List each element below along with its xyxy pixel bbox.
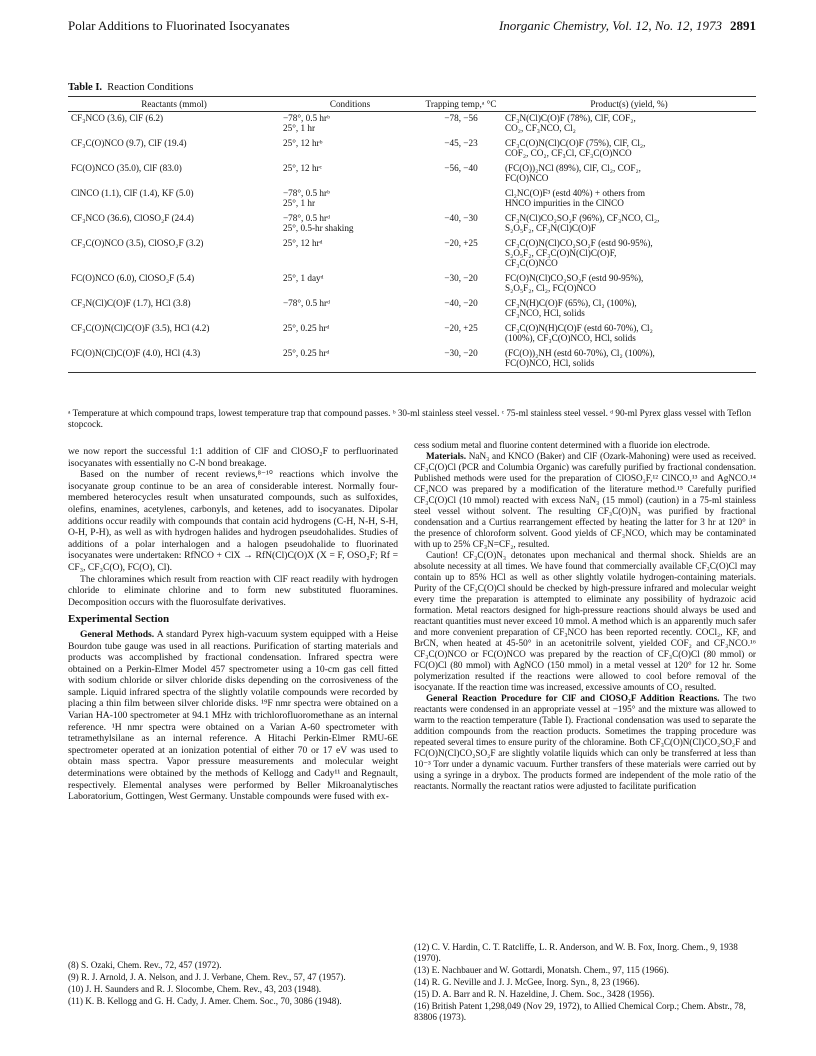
- reference-item: (14) R. G. Neville and J. J. McGee, Inorg. Syn., 8, 23 (1966).: [414, 977, 640, 987]
- run-in-heading: General Reaction Procedure for ClF and ClOSO₂F Addition Reactions.: [426, 693, 720, 703]
- col-header-reactants: Reactants (mmol): [68, 97, 280, 112]
- journal-name: Inorganic Chemistry, Vol. 12, No. 12, 1973: [498, 18, 722, 33]
- cell-reactants: FC(O)NCO (6.0), ClOSO₂F (5.4): [71, 273, 195, 283]
- cell-trapping-temp: −78, −56: [444, 113, 478, 123]
- table-label: Table I.: [68, 82, 103, 93]
- paragraph: we now report the successful 1:1 addition of ClF and ClOSO₂F to perfluorinated isocyanates with essentially no C-N bond breakage.: [68, 446, 398, 469]
- cell-products: CF₃C(O)N(Cl)CO₂SO₂F (estd 90-95%), S₂O₅F₂, CF₃C(O)N(Cl)C(O)F, CF₃C(O)NCO: [505, 238, 653, 268]
- cell-conditions: 25°, 1 dayᵈ: [283, 273, 324, 283]
- paragraph: [414, 451, 756, 550]
- cell-reactants: CF₃C(O)NCO (9.7), ClF (19.4): [71, 138, 187, 148]
- page-number: 2891: [730, 18, 756, 33]
- journal-citation: [499, 18, 756, 34]
- table-caption: [68, 82, 193, 93]
- cell-trapping-temp: −20, +25: [444, 323, 478, 333]
- cell-reactants: FC(O)NCO (35.0), ClF (83.0): [71, 163, 182, 173]
- cell-products: CF₃N(Cl)C(O)F (78%), ClF, COF₂, CO₂, CF₃NCO, Cl₂: [505, 113, 636, 133]
- cell-conditions: −78°, 0.5 hrᵈ 25°, 0.5-hr shaking: [283, 213, 354, 233]
- cell-products: (FC(O))₂NCl (89%), ClF, Cl₂, COF₂, FC(O)NCO: [505, 163, 641, 183]
- cell-products: FC(O)N(Cl)CO₂SO₂F (estd 90-95%), S₂O₅F₂, Cl₂, FC(O)NCO: [505, 273, 644, 293]
- reference-item: (11) K. B. Kellogg and G. H. Cady, J. Amer. Chem. Soc., 70, 3086 (1948).: [68, 996, 342, 1006]
- table-row: [68, 137, 756, 162]
- section-heading: Experimental Section: [68, 613, 170, 626]
- table-row: [68, 272, 756, 297]
- running-header: [68, 18, 756, 36]
- table-title: Reaction Conditions: [107, 82, 194, 93]
- reference-item: (10) J. H. Saunders and R. J. Slocombe, Chem. Rev., 43, 203 (1948).: [68, 984, 322, 994]
- reference-item: (13) E. Nachbauer and W. Gottardi, Monatsh. Chem., 97, 115 (1966).: [414, 965, 669, 975]
- reference-item: (8) S. Ozaki, Chem. Rev., 72, 457 (1972).: [68, 960, 222, 970]
- cell-reactants: CF₃C(O)N(Cl)C(O)F (3.5), HCl (4.2): [71, 323, 210, 333]
- cell-reactants: CF₃C(O)NCO (3.5), ClOSO₂F (3.2): [71, 238, 204, 248]
- run-in-heading: Materials.: [426, 451, 467, 461]
- paragraph: cess sodium metal and fluorine content determined with a fluoride ion electrode.: [414, 440, 710, 450]
- cell-reactants: FC(O)N(Cl)C(O)F (4.0), HCl (4.3): [68, 347, 280, 373]
- cell-trapping-temp: −20, +25: [444, 238, 478, 248]
- reference-item: (16) British Patent 1,298,049 (Nov 29, 1972), to Allied Chemical Corp.; Chem. Abstr., 78, 83806 (1973).: [414, 1001, 746, 1022]
- cell-conditions: 25°, 12 hrᵈ: [283, 238, 323, 248]
- table-row: [68, 297, 756, 322]
- cell-conditions: 25°, 12 hrᵇ: [283, 138, 323, 148]
- table-footnote: ᵃ Temperature at which compound traps, lowest temperature trap that compound passes. ᵇ 30-ml stainless steel vessel. ᶜ 75-ml stainless steel vessel. ᵈ 90-ml Pyrex glass vessel with Teflon stopcock.: [68, 408, 752, 429]
- paragraph: Caution! CF₃C(O)N₃ detonates upon mechanical and thermal shock. Shields are an absolute necessity at all times. We have found that commercially available CF₃C(O)Cl may contain up to 85% HCl as well as other slightly volatile hydrogen-containing materials. Purity of the CF₃C(O)Cl should be checked by high-pressure infrared and molecular weight every time the preparation is attempted to eliminate any possibility of hydrazoic acid formation. Metal reactors designed for high-pressure reactions should always be used and reactant quantities must never exceed 10 mmol. A method which is an apparently much safer and more convenient preparation of CF₃NCO has been reported recently. COCl₂, KF, and BrCN, when heated at 45-50° in an acetonitrile solvent, yielded COF₂ and CF₃NCO.¹⁶ CF₃C(O)NCO or FC(O)NCO was prepared by the reaction of CF₃C(O)Cl (80 mmol) or FC(O)Cl (80 mmol) with AgNCO (150 mmol) in a metal vessel at 120° for 12 hr. Some polymerization resulted if the reactions were allowed to cool before removal of the isocyanate. If the reaction time was increased, excessive amounts of CO₂ resulted.: [414, 550, 756, 692]
- cell-reactants: CF₃NCO (3.6), ClF (6.2): [71, 113, 164, 123]
- paragraph-text: The two reactants were condensed in an appropriate vessel at −195° and the mixture was allowed to warm to the reaction temperature (Table I). Fractional condensation was used to separate the addition compounds from the reaction products. Sometimes the trapping procedure was repeated several times to ensure purity of the chloramine. Both CF₃C(O)N(Cl)CO₂SO₂F and FC(O)N(Cl)CO₂SO₂F are slightly volatile liquids which can only be transferred at less than 10⁻³ Torr under a dynamic vacuum. Further transfers of these materials were carried out by using a syringe in a drybox. The products formed are independent of the mole ratio of the reactants. Normally the reactant ratios were adjusted to facilitate purification: [414, 693, 756, 791]
- right-column: [414, 440, 756, 792]
- table-row: [68, 347, 756, 373]
- cell-products: Cl₂NC(O)F³ (estd 40%) + others from HNCO impurities in the ClNCO: [505, 188, 646, 208]
- table-row: [68, 237, 756, 272]
- paragraph: Based on the number of recent reviews,⁸⁻¹⁰ reactions which involve the isocyanate group continue to be an area of considerable interest. Normally four-membered heterocycles result when unsaturated compounds, such as sulfoxides, olefins, enamines, acetylenes, carbonyls, and ketenes, add to isocyanates. Dipolar additions occur readily with compounds that contain acid hydrogens (C-H, N-H, S-H, O-H, P-H), as well as with hydrogen halides and hydrogen pseudohalides. Studies of additions of a polar interhalogen and a halogen pseudohalide to fluorinated isocyanates were undertaken: RfNCO + ClX → RfN(Cl)C(O)X (X = F, OSO₂F; Rf = CF₃, CF₃C(O), FC(O), Cl).: [68, 469, 398, 573]
- left-column: [68, 446, 398, 803]
- cell-products: CF₃C(O)N(H)C(O)F (estd 60-70%), Cl₂ (100%), CF₃C(O)NCO, HCl, solids: [505, 323, 653, 343]
- cell-products: CF₃C(O)N(Cl)C(O)F (75%), ClF, Cl₂, COF₂, CO₂, CF₃Cl, CF₃C(O)NCO: [505, 138, 646, 158]
- table-row: [68, 212, 756, 237]
- table-row: [68, 112, 756, 138]
- paragraph-text: A standard Pyrex high-vacuum system equipped with a Heise Bourdon tube gauge was used in all reactions. Purification of starting materials and products was accomplished by fractional condensation. Infrared spectra were obtained on a Perkin-Elmer Model 457 spectrometer using a 10-cm gas cell fitted with sodium chloride or silver chloride disks depending on the corrosiveness of the sample. Liquid infrared spectra of the slightly volatile compounds were recorded by placing a thin film between silver chloride disks. ¹⁹F nmr spectra were obtained on a Varian HA-100 spectrometer at 94.1 MHz with trichlorofluoromethane as an internal reference. ¹H nmr spectra were obtained on a Varian A-60 spectrometer with tetramethylsilane as an internal reference. A Hitachi Perkin-Elmer RMU-6E spectrometer operated at an ionization potential of either 70 or 17 eV was used to obtain mass spectra. Vapor pressure measurements and molecular weight determinations were obtained by the methods of Kellogg and Cady¹¹ and Regnault, respectively. Elemental analyses were performed by Beller Mikroanalytisches Laboratorium, Gottingen, West Germany. Unstable compounds were fused with ex-: [68, 628, 398, 803]
- cell-reactants: CF₃NCO (36.6), ClOSO₂F (24.4): [71, 213, 194, 223]
- paragraph: [414, 693, 756, 792]
- col-header-products: Product(s) (yield, %): [502, 97, 756, 112]
- cell-trapping-temp: −40, −30: [444, 213, 478, 223]
- cell-products: CF₃N(Cl)CO₂SO₂F (96%), CF₃NCO, Cl₂, S₂O₅F₂, CF₃N(Cl)C(O)F: [505, 213, 660, 233]
- paragraph-text: NaN₃ and KNCO (Baker) and ClF (Ozark-Mahoning) were used as received. CF₃C(O)Cl (PCR and Columbia Organic) was carefully purified by fractional condensation. Published methods were used for the preparation of ClOSO₂F,¹² ClNCO,¹³ and AgNCO.¹⁴ CF₃NCO was prepared by a modification of the literature method.¹⁵ Carefully purified CF₃C(O)Cl (10 mmol) reacted with excess NaN₃ (15 mmol) (caution) in a 75-ml stainless steel vessel without solvent. The resulting CF₃C(O)N₃ was purified by fractional condensation and a Curtius rearrangement effected by heating the latter for 3 hr at 120° in the presence of chloroform solvent. Good yields of CF₃NCO, which may be contaminated with up to 25% CF₃N=CF₂, resulted.: [414, 451, 756, 549]
- cell-trapping-temp: −45, −23: [444, 138, 478, 148]
- reaction-conditions-table: [68, 96, 756, 373]
- cell-trapping-temp: [420, 187, 502, 212]
- paragraph: The chloramines which result from reaction with ClF react readily with hydrogen chloride to eliminate chlorine and to form new substituted fluoramines. Decomposition occurs with the fluorosulfate derivatives.: [68, 573, 398, 608]
- reference-item: (9) R. J. Arnold, J. A. Nelson, and J. J. Verbane, Chem. Rev., 57, 47 (1957).: [68, 972, 346, 982]
- run-in-heading: General Methods.: [80, 628, 155, 640]
- left-references: [68, 960, 398, 1008]
- reference-item: (15) D. A. Barr and R. N. Hazeldine, J. Chem. Soc., 3428 (1956).: [414, 989, 655, 999]
- paragraph: [68, 629, 398, 803]
- cell-conditions: −78°, 0.5 hrᵇ 25°, 1 hr: [283, 113, 330, 133]
- cell-trapping-temp: −30, −20: [420, 347, 502, 373]
- table-row: [68, 187, 756, 212]
- cell-trapping-temp: −40, −20: [444, 298, 478, 308]
- col-header-trapping-temp: Trapping temp,ᵃ °C: [420, 97, 502, 112]
- table-row: [68, 162, 756, 187]
- reference-item: (12) C. V. Hardin, C. T. Ratcliffe, L. R. Anderson, and W. B. Fox, Inorg. Chem., 9, 1938 (1970).: [414, 942, 738, 963]
- cell-products: (FC(O))₂NH (estd 60-70%), Cl₂ (100%), FC(O)NCO, HCl, solids: [502, 347, 756, 373]
- cell-reactants: CF₃N(Cl)C(O)F (1.7), HCl (3.8): [71, 298, 191, 308]
- right-references: [414, 942, 756, 1024]
- cell-conditions: 25°, 0.25 hrᵈ: [280, 347, 420, 373]
- col-header-conditions: Conditions: [280, 97, 420, 112]
- cell-trapping-temp: −56, −40: [444, 163, 478, 173]
- running-title: Polar Additions to Fluorinated Isocyanates: [68, 18, 290, 33]
- table-row: [68, 322, 756, 347]
- cell-trapping-temp: −30, −20: [444, 273, 478, 283]
- table-header-row: [68, 97, 756, 112]
- cell-conditions: −78°, 0.5 hrᵇ 25°, 1 hr: [283, 188, 330, 208]
- cell-conditions: 25°, 12 hrᶜ: [283, 163, 322, 173]
- cell-reactants: ClNCO (1.1), ClF (1.4), KF (5.0): [71, 188, 194, 198]
- cell-products: CF₃N(H)C(O)F (65%), Cl₂ (100%), CF₃NCO, HCl, solids: [505, 298, 637, 318]
- cell-conditions: 25°, 0.25 hrᵈ: [283, 323, 330, 333]
- cell-conditions: −78°, 0.5 hrᵈ: [283, 298, 330, 308]
